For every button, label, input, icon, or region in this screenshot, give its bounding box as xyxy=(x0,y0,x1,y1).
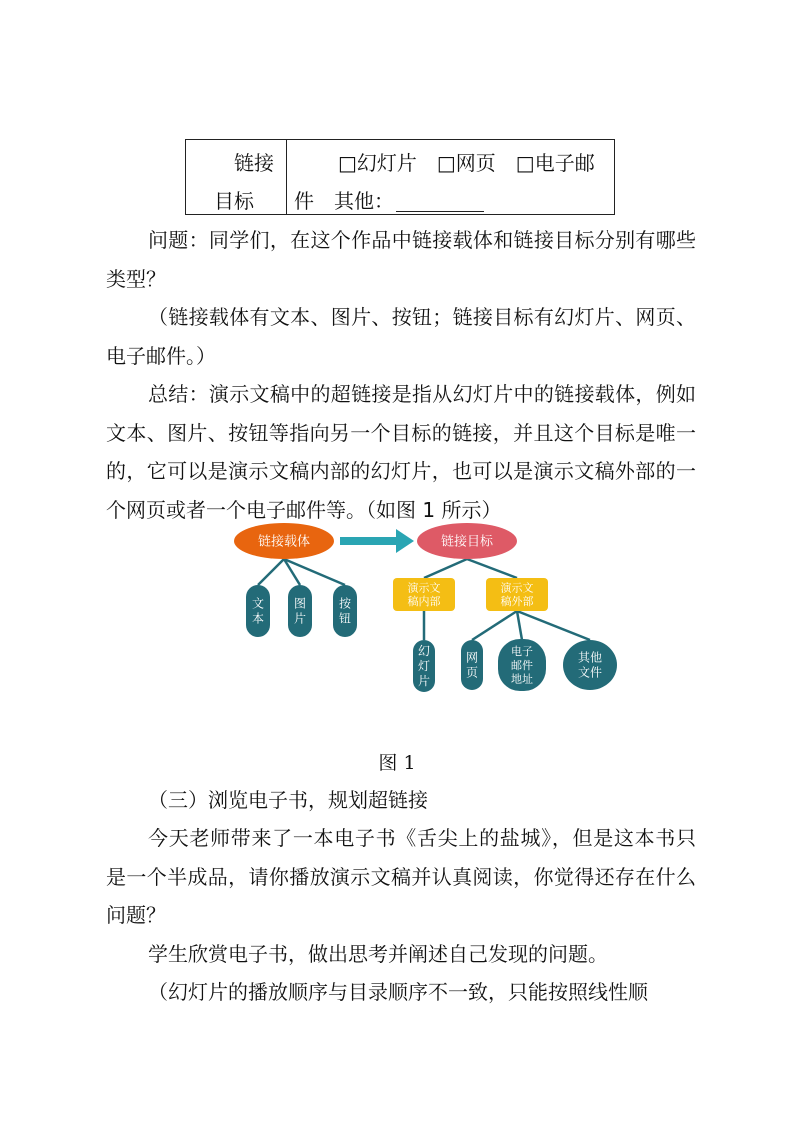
answer-paragraph: （链接载体有文本、图片、按钮；链接目标有幻灯片、网页、电子邮件。） xyxy=(106,305,696,368)
internal-child-label: 幻灯片 xyxy=(417,644,431,689)
table-label-line1: 链接 xyxy=(234,151,274,175)
connector-line xyxy=(467,559,517,578)
target-label: 链接目标 xyxy=(440,534,494,550)
connector-line xyxy=(517,611,590,640)
link-arrow-shaft xyxy=(340,537,396,545)
connector-line xyxy=(517,611,522,640)
connector-line xyxy=(472,611,517,640)
link-arrow-head xyxy=(396,529,414,553)
carrier-child-label: 图片 xyxy=(293,596,307,626)
carrier-label: 链接载体 xyxy=(257,534,311,550)
hyperlink-diagram xyxy=(0,515,794,700)
table-label-line2: 目标 xyxy=(214,189,254,213)
table-options-line2: 件 其他： xyxy=(294,182,484,220)
issue-paragraph: （幻灯片的播放顺序与目录顺序不一致，只能按照线性顺 xyxy=(148,980,648,1004)
internal-node-label: 演示文稿内部 xyxy=(407,581,441,609)
external-child-label: 其他文件 xyxy=(577,650,603,680)
student-paragraph: 学生欣赏电子书，做出思考并阐述自己发现的问题。 xyxy=(148,942,608,966)
link-target-table xyxy=(185,139,615,215)
connector-line xyxy=(258,559,284,585)
intro-paragraph: 今天老师带来了一本电子书《舌尖上的盐城》，但是这本书只是一个半成品，请你播放演示文稿并认真阅读，你觉得还存在什么问题？ xyxy=(106,826,696,927)
carrier-child-label: 按钮 xyxy=(338,596,352,626)
figure-caption: 图 1 xyxy=(378,752,416,774)
connector-line xyxy=(424,559,467,578)
other-blank-field[interactable] xyxy=(396,193,484,212)
external-child-label: 网页 xyxy=(465,650,479,680)
carrier-child-label: 文本 xyxy=(251,596,265,626)
external-child-label: 电子邮件地址 xyxy=(511,645,533,686)
question-paragraph: 问题：同学们，在这个作品中链接载体和链接目标分别有哪些类型？ xyxy=(106,228,696,291)
table-divider xyxy=(286,140,287,214)
summary-paragraph: 总结：演示文稿中的超链接是指从幻灯片中的链接载体，例如文本、图片、按钮等指向另一个目标的链接，并且这个目标是唯一的，它可以是演示文稿内部的幻灯片，也可以是演示文稿外部的一个网页或者一个电子邮件等。（如图 1 所示） xyxy=(106,382,696,522)
external-node-label: 演示文稿外部 xyxy=(500,581,534,609)
section-heading: （三）浏览电子书，规划超链接 xyxy=(148,788,428,812)
table-options-line1: □幻灯片 □网页 □电子邮 xyxy=(338,151,595,175)
